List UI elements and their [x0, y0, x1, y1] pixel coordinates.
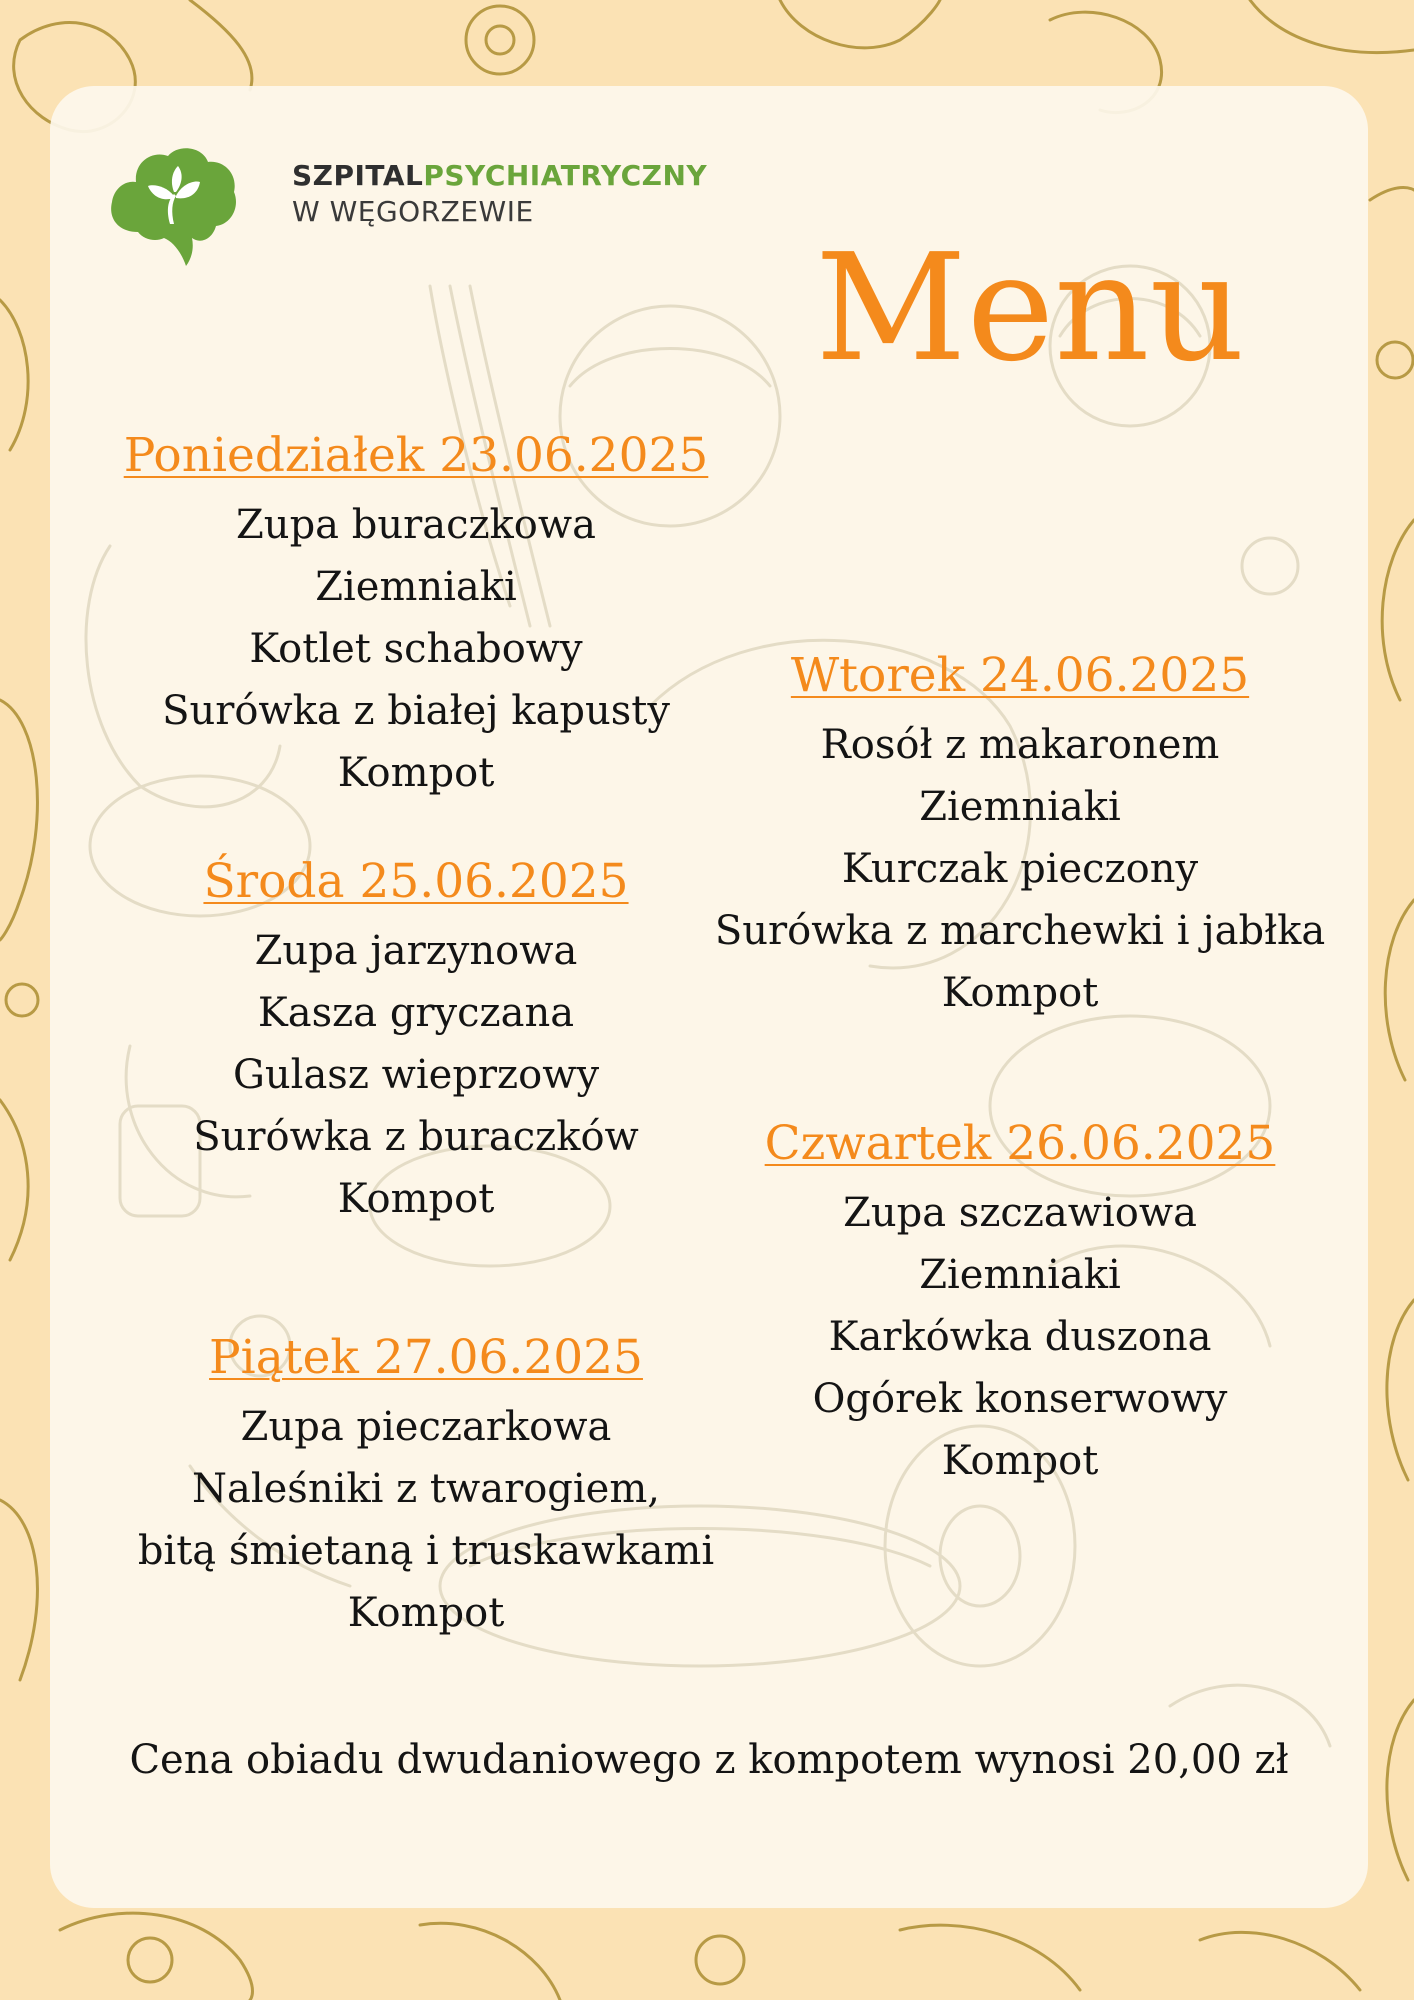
dish: Zupa jarzynowa — [254, 928, 578, 974]
dish: Kasza gryczana — [257, 990, 575, 1036]
dish: Zupa pieczarkowa — [240, 1404, 612, 1450]
dish: Surówka z marchewki i jabłka — [714, 908, 1326, 954]
hospital-logo — [108, 140, 728, 266]
dish: Gulasz wieprzowy — [232, 1052, 600, 1098]
logo-location: W WĘGORZEWIE — [292, 195, 534, 228]
logo-name-part-szpital: SZPITAL — [292, 159, 424, 192]
day-title-friday: Piątek 27.06.2025 — [209, 1330, 643, 1385]
dish: Kompot — [347, 1590, 505, 1636]
dish: Ziemniaki — [919, 1252, 1121, 1298]
dish: Surówka z białej kapusty — [162, 688, 670, 734]
dish: Kompot — [337, 1176, 495, 1222]
day-tuesday — [700, 648, 1340, 1024]
dish: Rosół z makaronem — [820, 722, 1220, 768]
dish: Naleśniki z twarogiem, — [191, 1466, 660, 1512]
day-monday — [116, 428, 716, 804]
dish: Kompot — [337, 750, 495, 796]
logo-name-part-psychiatryczny: PSYCHIATRYCZNY — [423, 159, 708, 192]
day-friday — [96, 1330, 756, 1644]
logo-name — [292, 158, 707, 194]
dish: Ziemniaki — [919, 784, 1121, 830]
green-cloud-leaf-icon — [108, 140, 238, 266]
dish: Ogórek konserwowy — [812, 1376, 1228, 1422]
dish: Zupa szczawiowa — [843, 1190, 1197, 1236]
day-title-tuesday: Wtorek 24.06.2025 — [790, 648, 1250, 703]
day-title-thursday: Czwartek 26.06.2025 — [764, 1116, 1276, 1171]
day-title-monday: Poniedziałek 23.06.2025 — [123, 428, 709, 483]
dish: bitą śmietaną i truskawkami — [137, 1528, 715, 1574]
dish: Surówka z buraczków — [193, 1114, 639, 1160]
dish: Ziemniaki — [315, 564, 517, 610]
menu-title: Menu — [815, 222, 1245, 394]
day-thursday — [700, 1116, 1340, 1492]
day-wednesday — [116, 854, 716, 1230]
dish: Kurczak pieczony — [841, 846, 1199, 892]
dish: Kompot — [941, 1438, 1099, 1484]
dish: Kotlet schabowy — [249, 626, 583, 672]
dish: Zupa buraczkowa — [236, 502, 596, 548]
day-title-wednesday: Środa 25.06.2025 — [203, 854, 629, 909]
price-note: Cena obiadu dwudaniowego z kompotem wynosi 20,00 zł — [129, 1737, 1289, 1783]
dish: Karkówka duszona — [828, 1314, 1212, 1360]
dish: Kompot — [941, 970, 1099, 1016]
